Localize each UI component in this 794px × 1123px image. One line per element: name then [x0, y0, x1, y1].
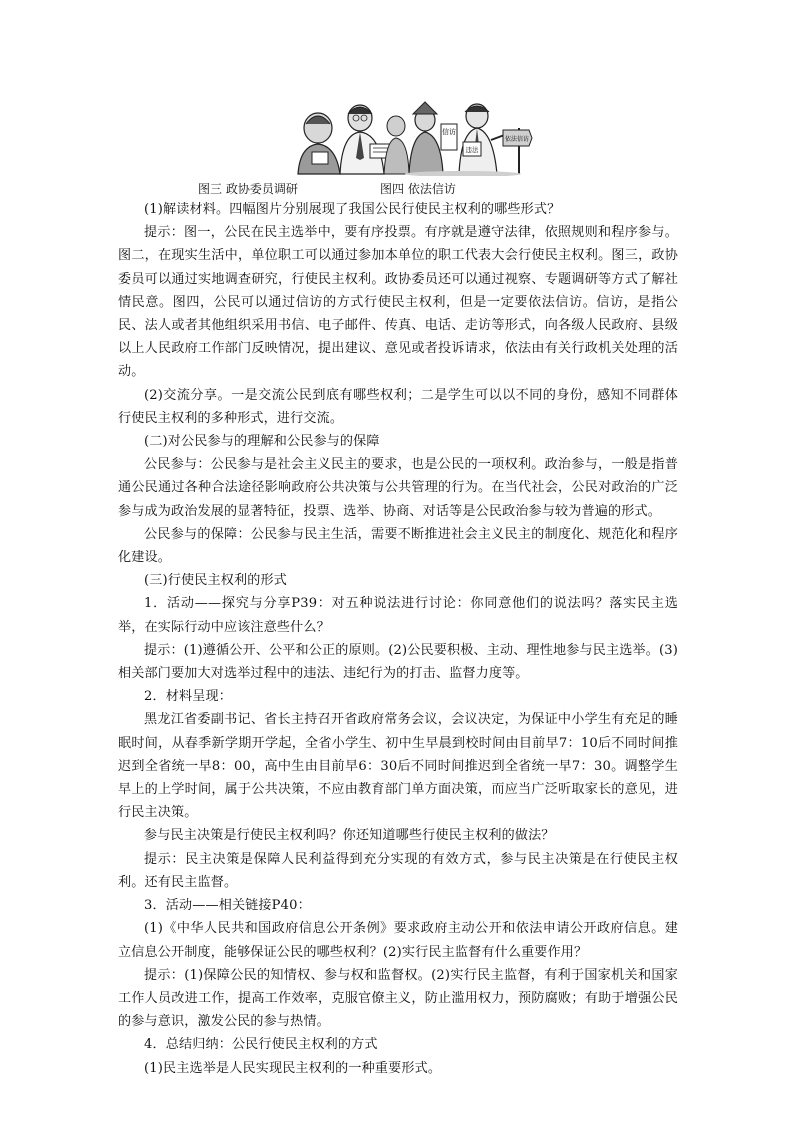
material-heading: 2．材料呈现： [144, 689, 232, 705]
figure-four-caption: 图四 依法信访 [380, 182, 456, 196]
activity-three: 3．活动——相关链接P40： [144, 898, 311, 914]
civic-participation-guarantee: 公民参与的保障：公民参与民主生活，需要不断推进社会主义民主的制度化、规范化和程序化建设。 [118, 526, 678, 566]
sign-two-text: 违法 [465, 146, 479, 154]
sign-one-text: 信访 [442, 128, 456, 136]
summary-heading: 4．总结归纳：公民行使民主权利的方式 [144, 1037, 378, 1053]
hint-activity-one: 提示：(1)遵循公开、公平和公正的原则。(2)公民要积极、主动、理性地参与民主选举。(3)相关部门要加大对选举过程中的违法、违纪行为的打击、监督力度等。 [118, 642, 678, 682]
figure-captions [118, 180, 678, 198]
hint-figures: 提示：图一，公民在民主选举中，要有序投票。有序就是遵守法律，依照规则和程序参与。图二，在现实生活中，单位职工可以通过参加本单位的职工代表大会行使民主权利。图三，政协委员可以通过实地调查研究，行使民主权利。政协委员还可以通过视察、专题调研等方式了解社情民意。图四，公民可以通过信访的方式行使民主权利，但是一定要依法信访。信访，是指公民、法人或者其他组织采用书信、电子邮件、传真、电话、走访等形式，向各级人民政府、县级以上人民政府工作部门反映情况，提出建议、意见或者投诉请求，依法由有关行政机关处理的活动。 [118, 225, 678, 380]
question-information-disclosure: (1)《中华人民共和国政府信息公开条例》要求政府主动公开和依法申请公开政府信息。建立信息公开制度，能够保证公民的哪些权利？(2)实行民主监督有什么重要作用？ [118, 921, 678, 960]
summary-point-one: (1)民主选举是人民实现民主权利的一种重要形式。 [144, 1060, 442, 1076]
hint-information-disclosure: 提示：(1)保障公民的知情权、参与权和监督权。(2)实行民主监督，有利于国家机关和国家工作人员改进工作，提高工作效率，克服官僚主义，防止滥用权力，预防腐败；有助于增强公民的参与意识，激发公民的参与热情。 [118, 967, 678, 1030]
question-interpret-material: (1)解读材料。四幅图片分别展现了我国公民行使民主权利的哪些形式？ [144, 202, 561, 217]
sign-three-text: 依法信访 [504, 136, 530, 143]
activity-one: 1．活动——探究与分享P39：对五种说法进行讨论：你同意他们的说法吗？落实民主选举，在实际行动中应该注意些什么？ [118, 596, 678, 635]
document-page [118, 98, 678, 1080]
exchange-share: (2)交流分享。一是交流公民到底有哪些权利；二是学生可以以不同的身份，感知不同群体行使民主权利的多种形式，进行交流。 [118, 387, 678, 426]
section-heading-three: (三)行使民主权利的形式 [144, 573, 287, 589]
body-text [118, 198, 678, 1080]
figure-three-illustration [288, 98, 410, 176]
question-democratic-decision: 参与民主决策是行使民主权利吗？你还知道哪些行使民主权利的做法？ [144, 828, 555, 844]
hint-democratic-decision: 提示：民主决策是保障人民利益得到充分实现的有效方式，参与民主决策是在行使民主权利。还有民主监督。 [118, 851, 678, 890]
figure-four-illustration [403, 98, 533, 176]
material-text: 黑龙江省委副书记、省长主持召开省政府常务会议，会议决定，为保证中小学生有充足的睡眠时间，从春季新学期开学起，全省小学生、初中生早晨到校时间由目前早7：10后不同时间推迟到全省统一早8：00，高中生由目前早6：30后不同时间推迟到全省统一早7：30。调整学生早上的上学时间，属于公共决策，不应由教育部门单方面决策，而应当广泛听取家长的意见，进行民主决策。 [118, 712, 678, 821]
figure-row [118, 98, 678, 198]
civic-participation-definition: 公民参与：公民参与是社会主义民主的要求，也是公民的一项权利。政治参与，一般是指普通公民通过各种合法途径影响政府公共决策与公共管理的行为。在当代社会，公民对政治的广泛参与成为政治发展的显著特征，投票、选举、协商、对话等是公民政治参与较为普遍的形式。 [118, 457, 678, 519]
section-heading-two: (二)对公民参与的理解和公民参与的保障 [144, 434, 380, 450]
figure-three-caption: 图三 政协委员调研 [198, 182, 298, 196]
